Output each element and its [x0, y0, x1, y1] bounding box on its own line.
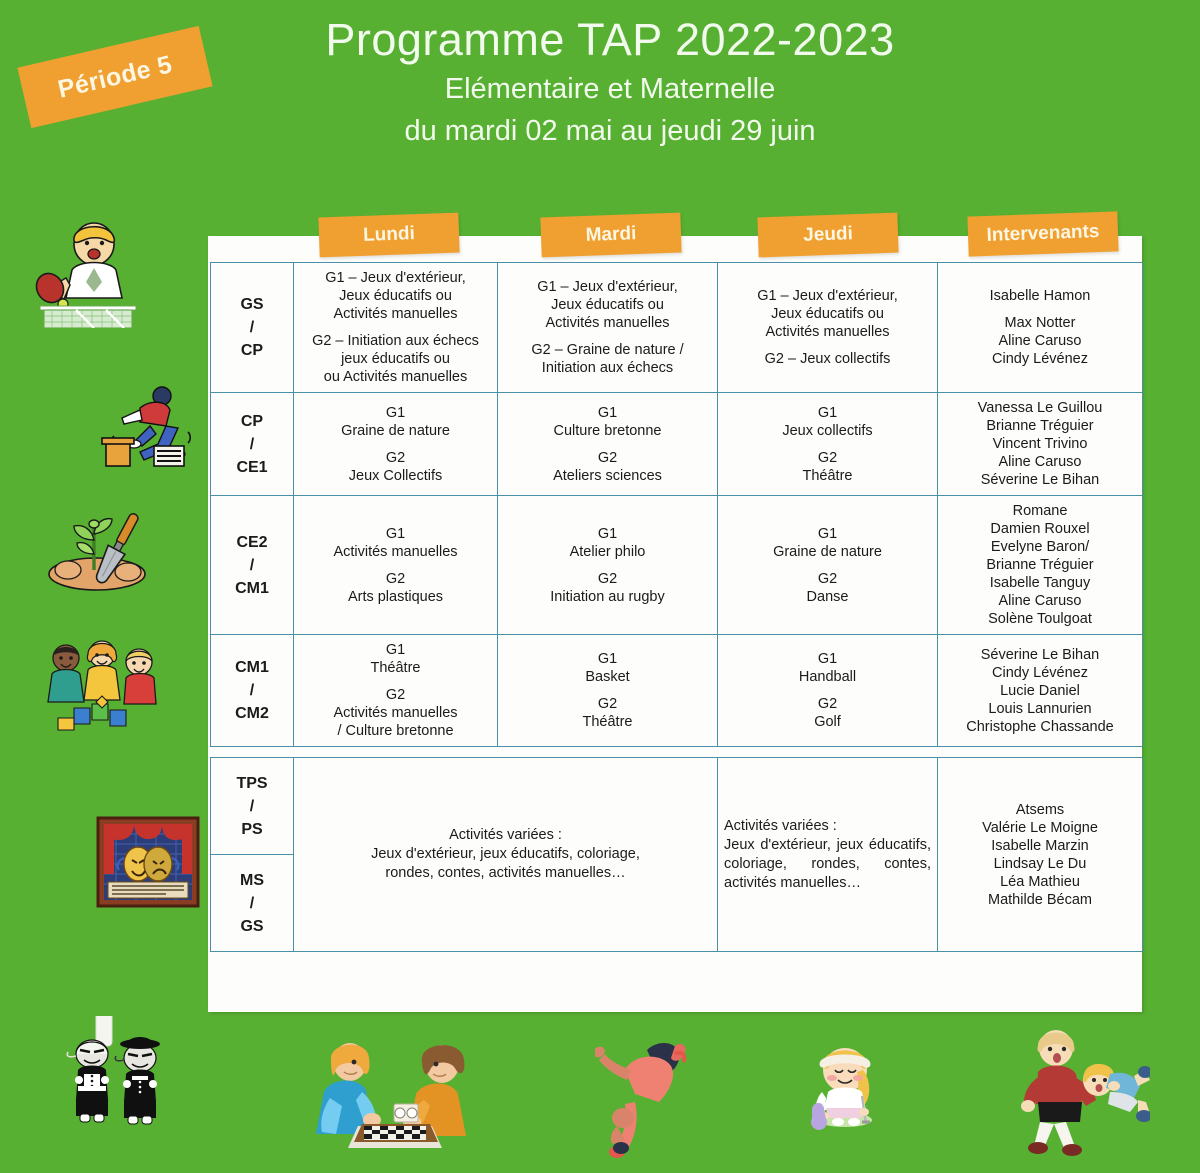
- period-badge-label: Période 5: [55, 49, 175, 104]
- activity-line: Culture bretonne: [553, 422, 662, 439]
- activity-line: Basket: [585, 669, 630, 685]
- table-row: [211, 635, 1143, 747]
- level-line: /: [249, 682, 255, 699]
- group-label: G2: [597, 696, 618, 712]
- activity-line: Ateliers sciences: [553, 467, 662, 484]
- activity-line: G2 – Initiation aux échecs: [312, 333, 479, 349]
- activity-line: Activités manuelles: [545, 315, 670, 331]
- group-label: G2: [817, 570, 838, 587]
- group-label: G1: [597, 525, 618, 542]
- activity-line: / Culture bretonne: [337, 723, 454, 739]
- person-name: Isabelle Tanguy: [989, 575, 1091, 591]
- column-header-intervenants: [967, 211, 1118, 256]
- level-line: /: [249, 435, 255, 453]
- group-label: G1: [817, 651, 838, 667]
- group-label: G2: [597, 570, 618, 587]
- cell-gs-cp-lundi: [294, 263, 498, 393]
- group-label: G1: [385, 642, 406, 658]
- activity-line: G1 – Jeux d'extérieur,: [537, 279, 678, 295]
- level-line: MS: [240, 871, 264, 889]
- cell-ce2-cm1-jeudi: [718, 496, 938, 635]
- level-line: CM1: [235, 579, 269, 597]
- activity-line: ou Activités manuelles: [323, 369, 468, 385]
- activity-line: Activités variées :: [724, 817, 837, 834]
- person-name: Brianne Tréguier: [986, 418, 1094, 434]
- column-header-intervenants-label: Intervenants: [986, 221, 1100, 246]
- activity-line: Activités manuelles: [333, 705, 458, 721]
- person-name: Solène Toulgoat: [988, 611, 1092, 627]
- page-date-range: du mardi 02 mai au jeudi 29 juin: [404, 115, 816, 147]
- page-title: Programme TAP 2022-2023: [325, 14, 895, 65]
- person-name: Atsems: [1015, 801, 1065, 818]
- activity-line: Jeux collectifs: [782, 422, 873, 439]
- column-header-lundi: [318, 213, 459, 258]
- group-label: G2: [385, 570, 406, 587]
- group-label: G2: [385, 687, 406, 703]
- activity-line: Théâtre: [370, 660, 421, 676]
- group-label: G2: [597, 449, 618, 466]
- activity-line: Activités manuelles: [765, 324, 890, 340]
- group-label: G1: [385, 404, 406, 421]
- activity-line: Activités variées :: [449, 827, 562, 843]
- column-header-mardi: [540, 213, 681, 258]
- person-name: Louis Lannurien: [988, 700, 1092, 717]
- activity-line: Atelier philo: [569, 543, 646, 560]
- activity-line: Arts plastiques: [347, 588, 444, 605]
- group-label: G1: [385, 525, 406, 542]
- period-badge: [17, 26, 212, 128]
- activity-line: Activités manuelles: [333, 306, 458, 322]
- group-label: G1: [597, 404, 618, 421]
- cell-maternelle-intervenants: [938, 758, 1143, 952]
- group-label: G1: [817, 404, 838, 421]
- person-name: Séverine Le Bihan: [980, 646, 1100, 663]
- activity-line: Handball: [798, 669, 857, 685]
- group-label: G2: [817, 696, 838, 712]
- row-level-cm1-cm2: [211, 635, 294, 747]
- cell-ce2-cm1-intervenants: [938, 496, 1143, 635]
- cell-cm1-cm2-intervenants: [938, 635, 1143, 747]
- schedule-table: [210, 262, 1143, 952]
- group-label: G1: [597, 651, 618, 667]
- table-row: [211, 263, 1143, 393]
- person-name: Brianne Tréguier: [986, 557, 1094, 573]
- column-header-jeudi: [757, 213, 898, 258]
- person-name: Aline Caruso: [998, 593, 1082, 609]
- person-name: Vanessa Le Guillou: [977, 400, 1103, 416]
- level-line: PS: [241, 820, 263, 838]
- column-header-lundi-label: Lundi: [362, 223, 416, 246]
- group-label: G2: [817, 449, 838, 466]
- person-name: Lucie Daniel: [1000, 682, 1080, 699]
- activity-line: Jeux éducatifs ou: [339, 288, 452, 304]
- level-line: /: [249, 894, 255, 912]
- level-line: TPS: [236, 774, 268, 792]
- activity-line: Golf: [814, 714, 841, 730]
- activity-line: Initiation aux échecs: [541, 360, 674, 376]
- activity-line: G2 – Graine de nature /: [531, 342, 684, 358]
- cell-maternelle-jeudi: [718, 758, 938, 952]
- level-line: CE1: [236, 458, 268, 476]
- activity-line: Jeux éducatifs ou: [771, 306, 884, 322]
- breton-dancers-illustration: [48, 1016, 168, 1136]
- level-line: CP: [240, 412, 264, 430]
- cell-gs-cp-jeudi: [718, 263, 938, 393]
- row-level-gs-cp: [211, 263, 294, 393]
- person-name: Cindy Lévénez: [992, 351, 1088, 367]
- activity-line: Théâtre: [802, 467, 853, 484]
- hurdle-runner-illustration: [100, 382, 192, 468]
- person-name: Mathilde Bécam: [988, 891, 1092, 908]
- level-line: CE2: [236, 533, 268, 551]
- activity-line: Graine de nature: [341, 422, 450, 439]
- row-level-ce2-cm1: [211, 496, 294, 635]
- activity-line: G1 – Jeux d'extérieur,: [757, 288, 898, 304]
- level-line: CM1: [235, 659, 269, 676]
- activity-line: Théâtre: [582, 714, 633, 730]
- group-label: G1: [817, 525, 838, 542]
- children-playing-chess-illustration: [300, 1032, 490, 1162]
- activity-line: rondes, contes, activités manuelles…: [385, 865, 626, 881]
- gardening-trowel-seedling-illustration: [42, 504, 152, 596]
- cell-cm1-cm2-mardi: [498, 635, 718, 747]
- row-level-tps-ps: [211, 758, 294, 855]
- column-header-jeudi-label: Jeudi: [802, 223, 854, 246]
- activity-line: Jeux d'extérieur, jeux éducatifs, coloriage, rondes, contes, activités manuelles…: [724, 836, 931, 891]
- page-subtitle: Elémentaire et Maternelle: [444, 73, 776, 105]
- cell-ce2-cm1-lundi: [294, 496, 498, 635]
- person-name: Evelyne Baron/: [990, 539, 1090, 555]
- table-tennis-boy-illustration: [32, 218, 142, 328]
- activity-line: Graine de nature: [773, 543, 882, 560]
- golf-girl-illustration: [800, 1034, 890, 1160]
- activity-line: Jeux Collectifs: [348, 467, 443, 484]
- level-line: /: [249, 797, 255, 815]
- person-name: Romane: [1012, 503, 1068, 519]
- row-level-cp-ce1: [211, 393, 294, 496]
- activity-line: G1 – Jeux d'extérieur,: [325, 270, 466, 286]
- level-line: GS: [240, 917, 264, 935]
- cell-gs-cp-intervenants: [938, 263, 1143, 393]
- activity-line: Activités manuelles: [333, 543, 458, 560]
- activity-line: Initiation au rugby: [550, 588, 665, 605]
- person-name: Isabelle Hamon: [989, 288, 1091, 304]
- breakdancer-illustration: [595, 1030, 705, 1160]
- person-name: Lindsay Le Du: [993, 855, 1087, 872]
- level-line: GS: [240, 296, 264, 313]
- bottom-illustration-strip: [0, 1012, 1200, 1173]
- cell-cm1-cm2-jeudi: [718, 635, 938, 747]
- person-name: Max Notter: [1004, 315, 1076, 331]
- cell-cm1-cm2-lundi: [294, 635, 498, 747]
- level-line: /: [249, 319, 255, 336]
- person-name: Aline Caruso: [998, 333, 1082, 349]
- cell-cp-ce1-lundi: [294, 393, 498, 496]
- activity-line: G2 – Jeux collectifs: [764, 351, 891, 367]
- activity-line: jeux éducatifs ou: [341, 351, 450, 367]
- cell-cp-ce1-mardi: [498, 393, 718, 496]
- activity-line: Jeux d'extérieur, jeux éducatifs, coloriage,: [371, 846, 640, 862]
- group-label: G2: [385, 449, 406, 466]
- column-header-mardi-label: Mardi: [585, 223, 637, 246]
- person-name: Isabelle Marzin: [991, 837, 1089, 854]
- row-level-ms-gs: [211, 855, 294, 952]
- cell-maternelle-lundi-mardi: [294, 758, 718, 952]
- table-row: [211, 393, 1143, 496]
- person-name: Vincent Trivino: [992, 436, 1088, 452]
- table-row: [211, 496, 1143, 635]
- separator-cell: [211, 747, 294, 758]
- cell-gs-cp-mardi: [498, 263, 718, 393]
- person-name: Léa Mathieu: [1000, 873, 1080, 890]
- level-line: CP: [240, 342, 264, 359]
- level-line: /: [249, 556, 255, 574]
- children-puzzle-illustration: [42, 636, 162, 732]
- theatre-masks-stage-illustration: [96, 816, 200, 908]
- person-name: Valérie Le Moigne: [982, 819, 1098, 836]
- person-name: Aline Caruso: [998, 454, 1082, 470]
- cell-cp-ce1-jeudi: [718, 393, 938, 496]
- activity-line: Danse: [806, 588, 849, 605]
- person-name: Christophe Chassande: [966, 718, 1114, 735]
- person-name: Damien Rouxel: [990, 521, 1090, 537]
- person-name: Cindy Lévénez: [992, 664, 1088, 681]
- page-title-block: [230, 12, 990, 152]
- handball-players-illustration: [1010, 1022, 1150, 1157]
- table-separator-row: [211, 747, 1143, 758]
- separator-cell: [294, 747, 1143, 758]
- level-line: CM2: [235, 705, 269, 722]
- person-name: Séverine Le Bihan: [980, 472, 1100, 488]
- cell-cp-ce1-intervenants: [938, 393, 1143, 496]
- activity-line: Jeux éducatifs ou: [551, 297, 664, 313]
- table-row: [211, 758, 1143, 855]
- cell-ce2-cm1-mardi: [498, 496, 718, 635]
